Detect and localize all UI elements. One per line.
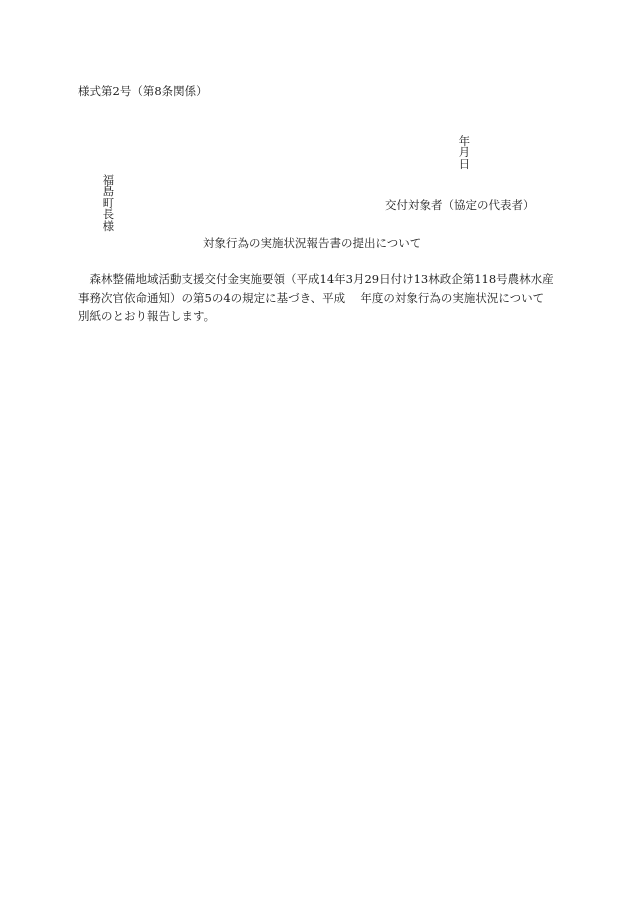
sender-label: 交付対象者（協定の代表者） bbox=[385, 198, 535, 212]
addressee bbox=[88, 163, 127, 244]
addressee-honorific: 様 bbox=[102, 218, 115, 233]
addressee-char: 町 bbox=[102, 195, 115, 210]
date-line bbox=[444, 124, 494, 182]
body-text bbox=[78, 270, 556, 326]
date-day-label: 日 bbox=[458, 156, 471, 171]
date-month-label: 月 bbox=[458, 145, 471, 159]
addressee-char: 島 bbox=[102, 184, 115, 198]
body-line: 事務次官依命通知）の第5の4の規定に基づき、平成 年度の対象行為の実施状況について bbox=[78, 290, 545, 305]
body-line: 森林整備地域活動支援交付金実施要領（平成14年3月29日付け13林政企第118号農林水産 bbox=[78, 272, 554, 286]
addressee-char: 長 bbox=[102, 207, 115, 221]
document-subject: 対象行為の実施状況報告書の提出について bbox=[203, 236, 422, 250]
form-number: 様式第2号（第8条関係） bbox=[78, 84, 208, 98]
date-year-label: 年 bbox=[458, 133, 471, 148]
body-line: 別紙のとおり報告します。 bbox=[78, 309, 216, 323]
addressee-char: 福 bbox=[102, 172, 115, 187]
